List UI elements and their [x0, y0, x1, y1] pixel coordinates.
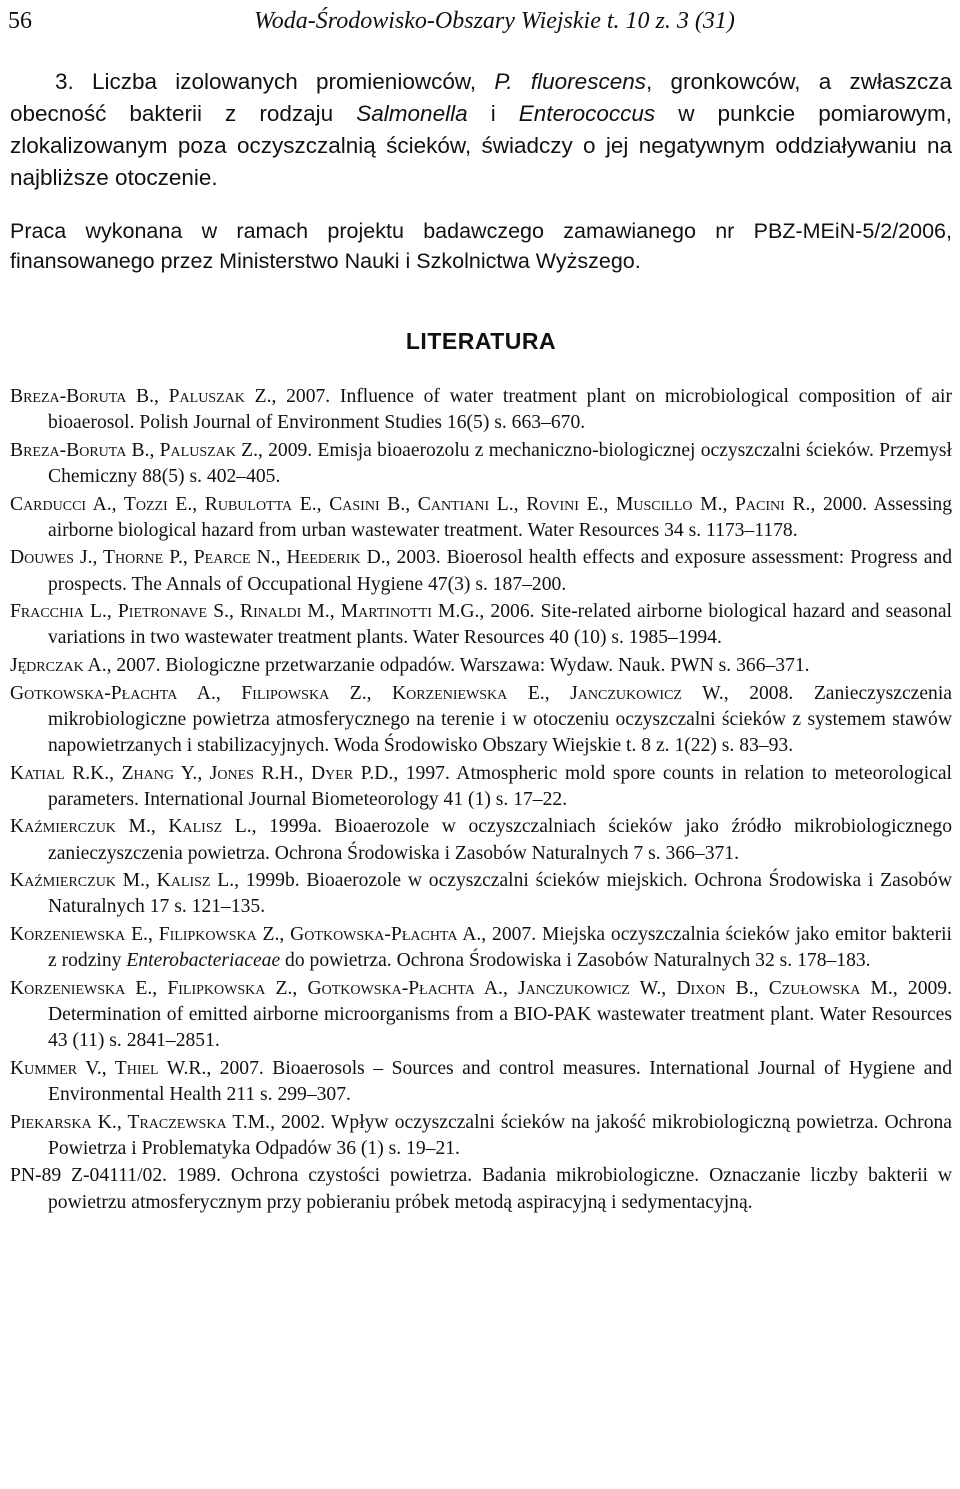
- conclusion-text: Liczba izolowanych promieniowców,: [73, 69, 495, 94]
- acknowledgement: Praca wykonana w ramach projektu badawczego zamawianego nr PBZ-MEiN-5/2/2006, finansowanego przez Ministerstwo Nauki i Szkolnictwa Wyższego.: [10, 219, 952, 273]
- page-number: 56: [8, 8, 32, 34]
- reference-item: [10, 384, 952, 436]
- running-title: Woda-Środowisko-Obszary Wiejskie t. 10 z. 3 (31): [254, 8, 735, 34]
- reference-authors: Kummer V., Thiel W.R.: [10, 1057, 207, 1079]
- conclusion-paragraph: [10, 66, 952, 194]
- reference-body: , 2007. Influence of water treatment plant on microbiological composition of air bioaerosol. Polish Journal of Environment Studies 16(5) s. 663–670.: [48, 386, 952, 434]
- reference-body: , 1999b. Bioaerozole w oczyszczalni ścieków miejskich. Ochrona Środowiska i Zasobów Naturalnych 17 s. 121–135.: [48, 870, 952, 918]
- reference-authors: Fracchia L., Pietronave S., Rinaldi M., Martinotti M.G.: [10, 601, 480, 623]
- reference-body: , 2007. Biologiczne przetwarzanie odpadów. Warszawa: Wydaw. Nauk. PWN s. 366–371.: [106, 654, 810, 676]
- species-name: P. fluorescens: [494, 69, 646, 94]
- reference-item: [10, 438, 952, 490]
- reference-item: [10, 868, 952, 920]
- reference-authors: Kaźmierczuk M., Kalisz L.: [10, 816, 252, 838]
- conclusion-text: , gronkowców, a zwłaszcza obecność bakterii z rodzaju: [10, 69, 952, 126]
- reference-body: PN-89 Z-04111/02. 1989. Ochrona czystości powietrza. Badania mikrobiologiczne. Oznaczanie liczby bakterii w powietrzu atmosferycznym przy pobieraniu próbek metodą aspiracyjną i sedymentacyjną.: [10, 1165, 952, 1213]
- reference-list: [10, 384, 952, 1216]
- reference-body: , 2002. Wpływ oczyszczalni ścieków na jakość mikrobiologiczną powietrza. Ochrona Powietrza i Problematyka Odpadów 36 (1) s. 19–21.: [48, 1111, 952, 1159]
- reference-body: , 1997. Atmospheric mold spore counts in relation to meteorological parameters. International Journal Biometeorology 41 (1) s. 17–22.: [48, 762, 953, 810]
- reference-authors: Korzeniewska E., Filipkowska Z., Gotkowska-Płachta A.: [10, 923, 482, 945]
- reference-item: [10, 922, 952, 974]
- reference-body: do powietrza. Ochrona Środowiska i Zasobów Naturalnych 32 s. 178–183.: [280, 950, 871, 972]
- reference-authors: Piekarska K., Traczewska T.M.: [10, 1111, 271, 1133]
- reference-authors: Korzeniewska E., Filipkowska Z., Gotkowska-Płachta A., Janczukowicz W., Dixon B., Czułowska M.: [10, 977, 893, 999]
- genus-name: Salmonella: [356, 101, 468, 126]
- reference-body: , 2009. Emisja bioaerozolu z mechaniczno-biologicznej oczyszczalni ścieków. Przemysł Chemiczny 88(5) s. 402–405.: [48, 439, 952, 487]
- page-header: [8, 4, 952, 38]
- reference-authors: Carducci A., Tozzi E., Rubulotta E., Casini B., Cantiani L., Rovini E., Muscillo M., Pacini R.: [10, 493, 811, 515]
- reference-authors: Breza-Boruta B., Paluszak Z.: [10, 386, 272, 407]
- reference-item: [10, 761, 952, 813]
- page-body: [10, 66, 952, 1217]
- reference-body: , 2006. Site-related airborne biological hazard and seasonal variations in two wastewater treatment plants. Water Resources 40 (10) s. 1985–1994.: [48, 601, 952, 649]
- reference-body: , 2008. Zanieczyszczenia mikrobiologiczne powietrza atmosferycznego na terenie i w otoczeniu oczyszczalni ścieków z systemem stawów napowietrzanych i stabilizacyjnych. Woda Środowisko Obszary Wiejskie t. 8 z. 1(22) s. 83–93.: [48, 682, 952, 756]
- reference-authors: Jędrczak A.: [10, 654, 107, 676]
- reference-item: [10, 545, 952, 597]
- reference-item: [10, 814, 952, 866]
- reference-body: , 2007. Bioaerosols – Sources and control measures. International Journal of Hygiene and Environmental Health 211 s. 299–307.: [48, 1057, 952, 1105]
- reference-body: , 2003. Bioerosol health effects and exposure assessment: Progress and prospects. The Annals of Occupational Hygiene 47(3) s. 187–200.: [48, 547, 952, 595]
- reference-authors: Breza-Boruta B., Paluszak Z.: [10, 439, 258, 461]
- reference-body: , 2007. Miejska oczyszczalnia ścieków jako emitor bakterii z rodziny: [48, 923, 952, 972]
- reference-body: , 2009. Determination of emitted airborne microorganisms from a BIO-PAK wastewater treatment plant. Water Resources 43 (11) s. 2841–2851.: [48, 977, 952, 1052]
- reference-item: [10, 1163, 952, 1215]
- reference-body: , 2000. Assessing airborne biological hazard from urban wastewater treatment. Water Resources 34 s. 1173–1178.: [48, 493, 952, 541]
- reference-item: [10, 599, 952, 651]
- reference-item: [10, 1056, 952, 1108]
- conclusion-number: 3.: [55, 69, 74, 94]
- reference-item: [10, 681, 952, 760]
- reference-item: [10, 1110, 952, 1162]
- reference-authors: Douwes J., Thorne P., Pearce N., Heederik D.: [10, 547, 386, 569]
- conclusion-text: w punkcie pomiarowym, zlokalizowanym poza oczyszczalnią ścieków, świadczy o jej negatywnym oddziaływaniu na najbliższe otoczenie.: [10, 101, 952, 190]
- reference-authors: Kaźmierczuk M., Kalisz L.: [10, 870, 235, 892]
- reference-authors: Katial R.K., Zhang Y., Jones R.H., Dyer P.D.: [10, 762, 394, 784]
- reference-item: [10, 653, 952, 679]
- reference-item: [10, 976, 952, 1055]
- family-name: Enterobacteriaceae: [126, 950, 281, 972]
- reference-authors: Gotkowska-Płachta A., Filipowska Z., Korzeniewska E., Janczukowicz W.: [10, 682, 724, 704]
- reference-body: , 1999a. Bioaerozole w oczyszczalniach ścieków jako źródło mikrobiologicznego zanieczyszczenia powietrza. Ochrona Środowiska i Zasobów Naturalnych 7 s. 366–371.: [48, 816, 952, 864]
- reference-item: [10, 492, 952, 544]
- genus-name: Enterococcus: [518, 101, 656, 126]
- conclusion-text: i: [467, 101, 519, 126]
- literature-heading: LITERATURA: [405, 328, 557, 354]
